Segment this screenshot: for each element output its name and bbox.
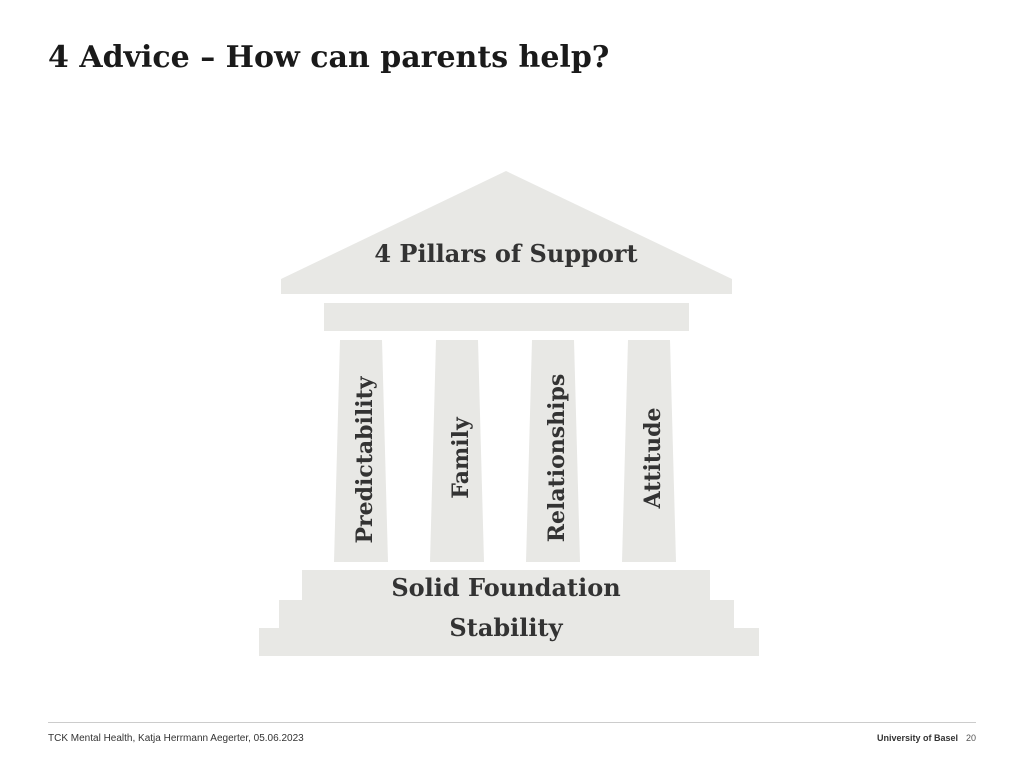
pillar-label: Relationships xyxy=(544,373,570,543)
slide-title: 4 Advice – How can parents help? xyxy=(48,40,610,75)
pillar-relationships xyxy=(526,340,580,562)
roof-label: 4 Pillars of Support xyxy=(374,239,638,268)
page-number: 20 xyxy=(965,733,976,743)
institution-name: University of Basel xyxy=(876,733,958,743)
temple-roof xyxy=(281,171,732,294)
pillar-predictability xyxy=(334,340,388,562)
footer-divider xyxy=(48,722,976,723)
pillar-label: Predictability xyxy=(352,376,378,544)
footer-branding xyxy=(877,733,976,743)
temple-beam xyxy=(324,303,689,331)
footer-text: TCK Mental Health, Katja Herrmann Aegerter, 05.06.2023 xyxy=(48,733,304,744)
pillar-attitude xyxy=(622,340,676,562)
pillar-family xyxy=(430,340,484,562)
pillar-label: Family xyxy=(448,417,474,499)
foundation-label-line1: Solid Foundation xyxy=(391,573,621,602)
foundation-label-line2: Stability xyxy=(449,613,563,642)
pillar-label: Attitude xyxy=(640,407,666,509)
